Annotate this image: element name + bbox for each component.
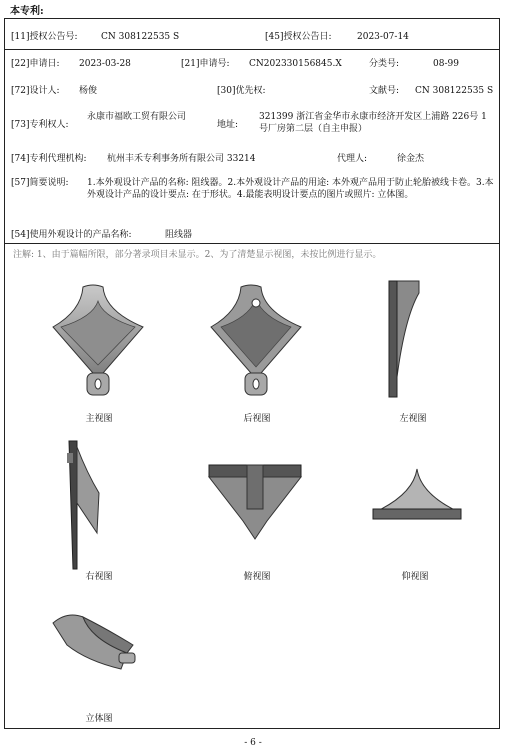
grant-no: CN 308122535 S [101, 32, 180, 42]
product-label: [54]使用外观设计的产品名称: [11, 230, 132, 240]
doc-label: 文献号: [369, 86, 400, 96]
patent-record-frame [4, 18, 500, 729]
grant-date-label: [45]授权公告日: [265, 32, 332, 42]
class-value: 08-99 [433, 59, 459, 69]
note: 注解: 1、由于篇幅所限，部分著录项目未显示。2、为了清楚显示视图，未按比例进行显示。 [13, 250, 382, 260]
bottom-view-caption: 仰视图 [401, 572, 429, 582]
bottom-view-image [367, 465, 467, 525]
owner-label: [73]专利权人: [11, 120, 69, 130]
divider [5, 49, 499, 50]
priority-label: [30]优先权: [217, 86, 266, 96]
agent-label: 代理人: [337, 154, 368, 164]
top-view-image [205, 463, 305, 549]
brief: 1.本外观设计产品的名称: 阻线器。2.本外观设计产品的用途: 本外观产品用于防止轮胎被线卡卷。3.本外观设计产品的设计要点: 在于形状。4.最能表明设计要点的图片或照片: 立体图。 [87, 178, 494, 200]
back-view-image [201, 281, 311, 401]
product: 阻线器 [165, 230, 193, 240]
left-view-caption: 左视图 [399, 414, 427, 424]
agency: 杭州丰禾专利事务所有限公司 33214 [107, 154, 256, 164]
front-view-image [43, 281, 153, 401]
left-view-image [375, 277, 435, 401]
front-view-caption: 主视图 [85, 414, 113, 424]
app-date-label: [22]申请日: [11, 59, 60, 69]
agent: 徐金杰 [397, 154, 425, 164]
designer-label: [72]设计人: [11, 86, 60, 96]
brief-label: [57]简要说明: [11, 178, 69, 188]
back-view-caption: 后视图 [243, 414, 271, 424]
right-view-image [57, 433, 117, 573]
owner: 永康市福欧工贸有限公司 [87, 112, 187, 122]
perspective-view-image [47, 609, 143, 679]
app-date: 2023-03-28 [79, 59, 131, 69]
app-no: CN202330156845.X [249, 59, 342, 69]
page-number: - 6 - [244, 738, 262, 748]
agency-label: [74]专利代理机构: [11, 154, 87, 164]
perspective-view-caption: 立体图 [85, 714, 113, 724]
class-label: 分类号: [369, 59, 400, 69]
app-no-label: [21]申请号: [181, 59, 230, 69]
grant-date: 2023-07-14 [357, 32, 409, 42]
address-label: 地址: [217, 120, 239, 130]
right-view-caption: 右视图 [85, 572, 113, 582]
grant-no-label: [11]授权公告号: [11, 32, 78, 42]
doc-value: CN 308122535 S [415, 86, 494, 96]
address: 321399 浙江省金华市永康市经济开发区上浦路 226号 1 号厂房第二层（自主申报） [259, 112, 487, 134]
designer: 杨俊 [79, 86, 98, 96]
top-view-caption: 俯视图 [243, 572, 271, 582]
page-header: 本专利: [10, 6, 44, 17]
divider [5, 243, 499, 244]
